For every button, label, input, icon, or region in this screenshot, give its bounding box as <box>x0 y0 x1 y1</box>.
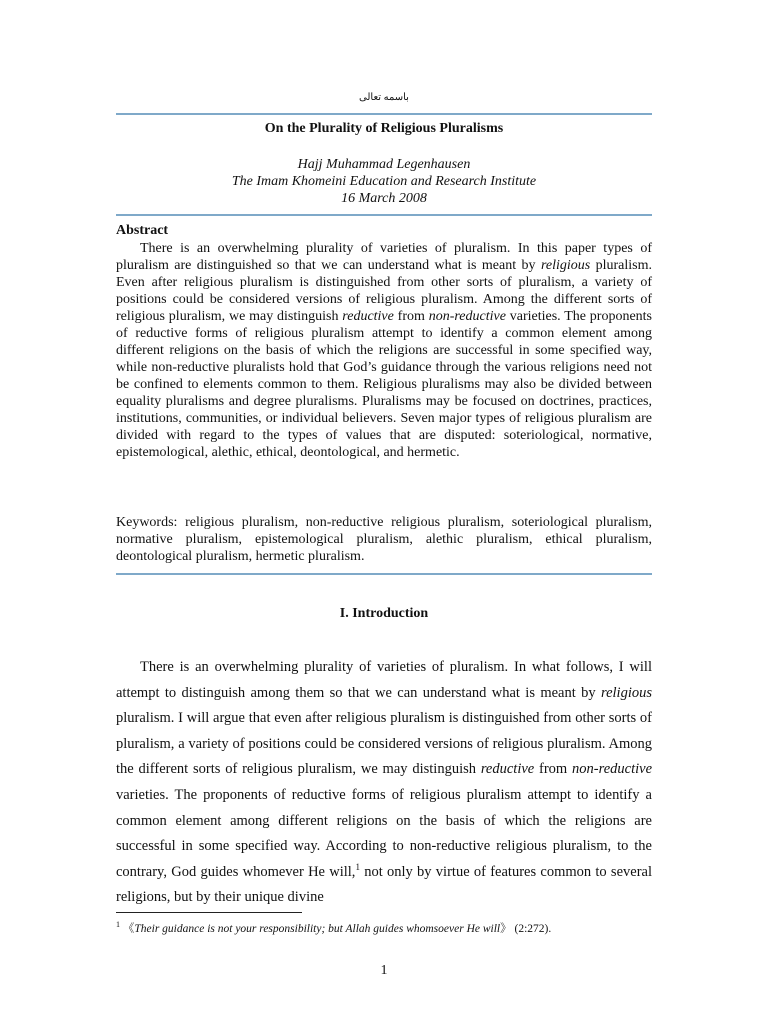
introduction-heading: I. Introduction <box>339 606 429 621</box>
bismillah-header: باسمه تعالی <box>359 92 409 103</box>
page-number: 1 <box>380 963 388 978</box>
footnote-mark: 1 <box>116 920 120 930</box>
intro-em-reductive: reductive <box>480 761 535 778</box>
intro-em-nonreductive: non-reductive <box>572 761 653 778</box>
introduction-paragraph: There is an overwhelming plurality of varieties of pluralism. In what follows, I will attempt to distinguish among them so that we can understand what is meant by religious pluralism. I will argue that even after religious pluralism is distinguished from other sorts of pluralism, a variety of positions could be considered versions of religious pluralism. Among the different sorts of religious pluralism, we may distinguish reductive from non-reductive varieties. The proponents of reductive forms of religious pluralism attempt to identify a common element among different religions on the basis of which the religions are successful in some specified way. According to non-reductive religious pluralism, to the contrary, God guides whomever He will,$^1$ not only by virtue of features common to several religions, but by their unique divine <box>116 659 653 906</box>
footnote-reference[interactable]: 1 <box>355 861 360 872</box>
abstract-bottom-rule <box>116 573 652 575</box>
footnote-1: $^1$ 《Their guidance is not your responsibility; but Allah guides whomsoever He will》 (2:272). <box>116 920 552 935</box>
author-name: Hajj Muhammad Legenhausen <box>297 157 471 172</box>
header-bottom-rule <box>116 214 652 216</box>
institution-name: The Imam Khomeini Education and Research Institute <box>231 174 537 189</box>
abstract-paragraph: There is an overwhelming plurality of varieties of pluralism. In this paper types of pluralism are distinguished so that we can understand what is meant by religious pluralism. Even after religious pluralism is distinguished from other sorts of pluralism, a variety of positions could be considered versions of religious pluralism. Among the different sorts of religious pluralism, we may distinguish reductive from non-reductive varieties. The proponents of reductive forms of religious pluralism attempt to identify a common element among different religions on the basis of which the religions are successful in some specified way, while non-reductive pluralists hold that God’s guidance through the various religions need not be confined to elements common to them. Religious pluralisms may also be divided between equality pluralisms and degree pluralisms. Pluralisms may be focused on doctrines, practices, institutions, communities, or individual believers. Seven major types of religious pluralism are divided with regard to the types of values that are disputed: soteriological, normative, epistemological, alethic, ethical, deontological, and hermetic. <box>116 241 652 460</box>
abstract-em-reductive: reductive <box>342 309 394 324</box>
footnote-quote: Their guidance is not your responsibility; but Allah guides whomsoever He will <box>134 923 501 935</box>
paper-date: 16 March 2008 <box>341 191 427 206</box>
paper-title: On the Plurality of Religious Pluralisms <box>264 121 504 136</box>
footnote-rule <box>116 912 302 913</box>
abstract-heading: Abstract <box>116 223 169 238</box>
intro-em-religious: religious <box>600 684 652 701</box>
abstract-em-religious: religious <box>540 258 591 273</box>
abstract-em-nonreductive: non-reductive <box>428 309 506 324</box>
top-rule <box>116 113 652 115</box>
keywords-paragraph: Keywords: religious pluralism, non-reductive religious pluralism, soteriological pluralism, normative pluralism, epistemological pluralism, alethic pluralism, ethical pluralism, deontological pluralism, hermetic pluralism. <box>116 515 652 564</box>
